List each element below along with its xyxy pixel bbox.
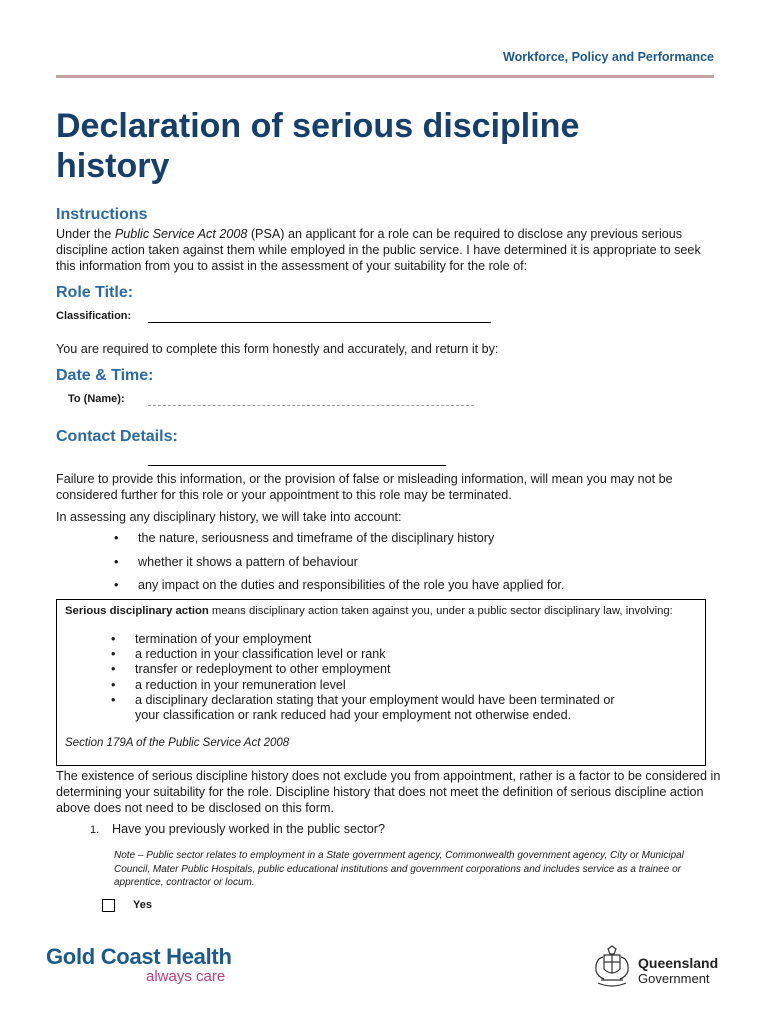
question-number: 1. <box>90 824 100 836</box>
instructions-text-end: (PSA) an applicant for a role can be required to disclose any previous serious discipline action taken against them while employed in the public service. I have determined it is appropriate to seek this information from you to assist in the assessment of your suitability for the role of: <box>56 227 701 273</box>
list-item: • a reduction in your remuneration level <box>109 678 629 693</box>
instructions-text-start: Under the <box>56 227 115 241</box>
page-title-line-2: history <box>56 147 170 185</box>
question-1 <box>90 822 385 836</box>
failure-warning: Failure to provide this information, or the provision of false or misleading information, will mean you may not be considered further for this role or your appointment to this role may be terminated. <box>56 472 673 502</box>
return-instruction: You are required to complete this form honestly and accurately, and return it by: <box>56 342 499 356</box>
org-tagline: always care <box>146 968 226 985</box>
definition-reference: Section 179A of the Public Service Act 2008 <box>65 737 290 749</box>
list-item: • a disciplinary declaration stating that your employment would have been terminated or your classification or rank reduced had your employment not otherwise ended. <box>109 693 629 723</box>
contact-details-field[interactable] <box>148 465 446 466</box>
list-item: • a reduction in your classification level or rank <box>109 647 629 662</box>
assessment-criteria-list <box>112 531 712 602</box>
date-time-heading: Date & Time: <box>56 367 154 384</box>
queensland-government-logo <box>592 945 732 991</box>
instructions-heading: Instructions <box>56 206 148 223</box>
yes-checkbox[interactable] <box>102 899 115 912</box>
org-name: Gold Coast Health <box>46 944 232 969</box>
header-divider <box>56 75 714 78</box>
yes-label: Yes <box>133 899 152 911</box>
existence-text: The existence of serious discipline history does not exclude you from appointment, rather is a factor to be considered in determining your suitability for the role. Discipline history that does not meet the definition of serious discipline action above does not need to be disclosed on this form. <box>56 769 721 815</box>
assessing-intro: In assessing any disciplinary history, we will take into account: <box>56 510 402 524</box>
classification-label: Classification: <box>56 310 132 322</box>
list-item: • transfer or redeployment to other employment <box>109 662 629 677</box>
coat-of-arms-icon <box>592 945 632 989</box>
definition-term: Serious disciplinary action <box>65 605 209 617</box>
role-title-heading: Role Title: <box>56 284 134 301</box>
instructions-text <box>56 226 721 274</box>
public-sector-note: Note – Public sector relates to employment in a State government agency, Commonwealth government agency, City or Municipal Council, Mater Public Hospitals, public educational institutions and government corporations and includes service as a trainee or apprentice, contractor or locum. <box>114 850 684 888</box>
classification-field[interactable] <box>148 322 491 323</box>
gov-subtitle: Government <box>638 971 710 986</box>
page-title <box>56 106 696 186</box>
list-item: • the nature, seriousness and timeframe of the disciplinary history <box>112 531 712 555</box>
question-text: Have you previously worked in the public sector? <box>112 822 386 836</box>
list-item: • whether it shows a pattern of behaviour <box>112 555 712 579</box>
contact-details-heading: Contact Details: <box>56 428 178 445</box>
definition-text: means disciplinary action taken against you, under a public sector disciplinary law, involving: <box>208 605 673 617</box>
department-header: Workforce, Policy and Performance <box>503 50 714 64</box>
to-name-field[interactable] <box>148 394 474 406</box>
definition-list <box>109 632 629 723</box>
definition-box <box>56 599 706 766</box>
gov-name: Queensland <box>638 955 719 971</box>
page-title-line-1: Declaration of serious discipline <box>56 107 580 145</box>
gold-coast-health-logo <box>46 944 232 985</box>
list-item: • any impact on the duties and responsibilities of the role you have applied for. <box>112 578 712 602</box>
list-item: • termination of your employment <box>109 632 629 647</box>
act-name: Public Service Act 2008 <box>114 227 248 241</box>
to-name-label: To (Name): <box>68 393 125 405</box>
definition-intro <box>65 604 695 618</box>
